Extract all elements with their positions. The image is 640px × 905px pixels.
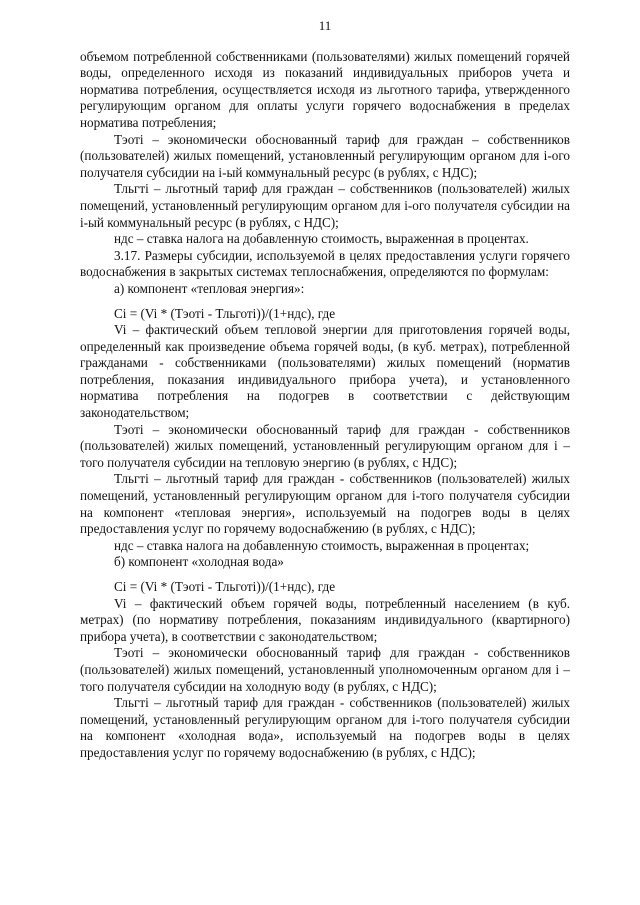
document-body xyxy=(80,49,570,762)
paragraph: а) компонент «тепловая энергия»: xyxy=(114,280,305,296)
paragraph: Тэотi – экономически обоснованный тариф для граждан - собственников (пользователей) жилых помещений, установленный уполномоченным органом для i –того получателя субсидии на холодную воду (в рублях, с НДС); xyxy=(80,645,570,694)
paragraph: ндс – ставка налога на добавленную стоимость, выраженная в процентах; xyxy=(114,537,530,553)
paragraph: Тльгтi – льготный тариф для граждан – собственников (пользователей) жилых помещений, установленный регулирующим органом для i-ого получателя субсидии на i-ый коммунальный ресурс (в рублях, с НДС); xyxy=(80,181,570,230)
paragraph: б) компонент «холодная вода» xyxy=(114,554,284,570)
paragraph: 3.17. Размеры субсидии, используемой в целях предоставления услуги горячего водоснабжения в закрытых системах теплоснабжения, определяются по формулам: xyxy=(80,247,570,280)
paragraph: Тльгтi – льготный тариф для граждан - собственников (пользователей) жилых помещений, установленный регулирующим органом для i-того получателя субсидии на компонент «тепловая энергия», используемый на подогрев воды в целях предоставления услуг по горячему водоснабжению (в рублях, с НДС); xyxy=(80,471,570,537)
paragraph: Vi – фактический объем тепловой энергии для приготовления горячей воды, определенный как произведение объема горячей воды, (в куб. метрах), потребленной гражданами - собственниками (пользователями) жилых помещений (норматив потребления, показания индивидуального прибора учета), и установленного норматива потребления на подогрев в соответствии с действующим законодательством; xyxy=(80,322,570,421)
document-page xyxy=(80,18,570,762)
paragraph: Тэотi – экономически обоснованный тариф для граждан – собственников (пользователей) жилых помещений, установленный регулирующим органом для i-ого получателя субсидии на i-ый коммунальный ресурс (в рублях, с НДС); xyxy=(80,131,570,180)
paragraph: Vi – фактический объем горячей воды, потребленный населением (в куб. метрах) (по нормативу потребления, показаниям индивидуального (квартирного) прибора учета), в соответствии с законодательством; xyxy=(80,595,570,644)
paragraph: Тльгтi – льготный тариф для граждан - собственников (пользователей) жилых помещений, установленный регулирующим органом для i-того получателя субсидии на компонент «холодная вода», используемый на подогрев воды в целях предоставления услуг по горячему водоснабжению (в рублях, с НДС); xyxy=(80,695,570,760)
paragraph: Тэотi – экономически обоснованный тариф для граждан - собственников (пользователей) жилых помещений, установленный регулирующим органом для i –того получателя субсидии на тепловую энергию (в рублях, с НДС); xyxy=(80,421,570,470)
paragraph: ндс – ставка налога на добавленную стоимость, выраженная в процентах. xyxy=(114,231,529,247)
formula-line: Ci = (Vi * (Тэотi - Тльготi))/(1+ндс), где xyxy=(114,579,336,594)
formula-line: Ci = (Vi * (Тэотi - Тльготi))/(1+ндс), где xyxy=(114,305,336,321)
paragraph: объемом потребленной собственниками (пользователями) жилых помещений горячей воды, определенного исходя из показаний индивидуальных приборов учета и норматива потребления, осуществляется исходя из льготного тарифа, утвержденного регулирующим органом для оплаты услуги горячего водоснабжения в пределах норматива потребления; xyxy=(80,48,570,130)
page-number: 11 xyxy=(318,18,332,33)
